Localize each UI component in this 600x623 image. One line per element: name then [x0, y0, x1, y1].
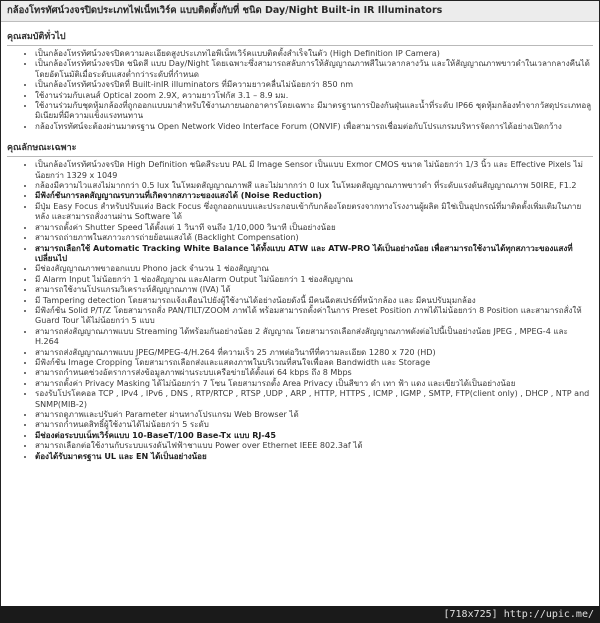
- spec-item: • สามารถกำหนดช่วงอัตราการส่งข้อมูลภาพผ่านระบบเครือข่ายได้ตั้งแต่ 64 kbps ถึง 8 Mbps: [35, 368, 593, 378]
- spec-item: • มีช่องต่อระบบเน็ทเวิร์คแบบ 10-BaseT/100 Base-Tx แบบ RJ-45: [35, 431, 593, 441]
- spec-item: • สามารถกำหนดสิทธิ์ผู้ใช้งานได้ไม่น้อยกว่า 5 ระดับ: [35, 420, 593, 430]
- spec-item: • เป็นกล้องโทรทัศน์วงจรปิด High Definition ชนิดสีระบบ PAL มี Image Sensor เป็นแบบ Exmor CMOS ขนาด ไม่น้อยกว่า 1/3 นิ้ว และ Effective Pixels ไม่น้อยกว่า 1329 x 1049: [35, 160, 593, 181]
- spec-item: • มี Tampering detection โดยสามารถแจ้งเตือนไปยังผู้ใช้งานได้อย่างน้อยดังนี้ มีคนฉีดสเปรย์ที่หน้ากล้อง และ มีคนปรับมุมกล้อง: [35, 296, 593, 306]
- spec-item: • สามารถถ่ายภาพในสภาวะการถ่ายย้อนแสงได้ (Backlight Compensation): [35, 233, 593, 243]
- spec-item: • รองรับโปรโตคอล TCP , IPv4 , IPv6 , DNS , RTP/RTCP , RTSP ,UDP , ARP , HTTP, HTTPS , ICMP , IGMP , SMTP, FTP(client only) , DHCP , NTP and SNMP(MIB-2): [35, 389, 593, 410]
- section-heading-specs: คุณลักษณะเฉพาะ: [7, 140, 593, 157]
- general-features-list: [7, 49, 593, 132]
- spec-item: • สามารถตั้งค่า Privacy Masking ได้ไม่น้อยกว่า 7 โซน โดยสามารถตั้ง Area Privacy เป็นสีขาว ดำ เทา ฟ้า แดง และเขียวได้เป็นอย่างน้อย: [35, 379, 593, 389]
- specifications-list: [7, 160, 593, 462]
- spec-item: • มีฟังก์ชันการลดสัญญาณรบกวนที่เกิดจากสภาวะของแสงได้ (Noise Reduction): [35, 191, 593, 201]
- general-feature-item: • ใช้งานร่วมกับเลนส์ Optical zoom 2.9X, ความยาวโฟกัส 3.1 – 8.9 มม.: [35, 91, 593, 101]
- spec-item: • ต้องได้รับมาตรฐาน UL และ EN ได้เป็นอย่างน้อย: [35, 452, 593, 462]
- section-heading-general: คุณสมบัติทั่วไป: [7, 29, 593, 46]
- document-title: กล้องโทรทัศน์วงจรปิดประเภทไฟเน็ทเวิร์ค แบบติดตั้งกับที่ ชนิด Day/Night Built-in IR Illuminators: [1, 1, 599, 22]
- document-content: [1, 29, 599, 462]
- general-feature-item: • ใช้งานร่วมกับชุดหุ้มกล้องที่ถูกออกแบบมาสำหรับใช้งานภายนอกอาคารโดยเฉพาะ มีมาตรฐานการป้องกันฝุ่นและน้ำที่ระดับ IP66 ชุดหุ้มกล้องทำจากวัสดุประเภทอลูมิเนียมที่มีความแข็งแรงทนทาน: [35, 101, 593, 122]
- spec-item: • สามารถเลือกต่อใช้งานกับระบบแรงดันไฟฟ้าชาแบบ Power over Ethernet IEEE 802.3af ได้: [35, 441, 593, 451]
- spec-item: • มีฟังก์ชัน Solid P/T/Z โดยสามารถสั่ง PAN/TILT/ZOOM ภาพได้ พร้อมสามารถตั้งค่าในการ Preset Position ภาพได้ไม่น้อยกว่า 8 Position และสามารถสั่งให้ Guard Tour ได้ไม่น้อยกว่า 5 แบบ: [35, 306, 593, 327]
- spec-item: • สามารถส่งสัญญาณภาพแบบ Streaming ได้พร้อมกันอย่างน้อย 2 สัญญาณ โดยสามารถเลือกส่งสัญญาณภาพดังต่อไปนี้เป็นอย่างน้อย JPEG , MPEG-4 และ H.264: [35, 327, 593, 348]
- general-feature-item: • กล้องโทรทัศน์จะต้องผ่านมาตรฐาน Open Network Video Interface Forum (ONVIF) เพื่อสามารถเชื่อมต่อกับโปรแกรมบริหารจัดการได้อย่างเปิดกว้าง: [35, 122, 593, 132]
- general-feature-item: • เป็นกล้องโทรทัศน์วงจรปิดความละเอียดสูงประเภทไอพีเน็ทเวิร์คแบบติดตั้งสำเร็จในตัว (High Definition IP Camera): [35, 49, 593, 59]
- image-size-footer: [718x725] http://upic.me/: [0, 606, 600, 623]
- spec-item: • สามารถตั้งค่า Shutter Speed ได้ตั้งแต่ 1 วินาที จนถึง 1/10,000 วินาที เป็นอย่างน้อย: [35, 223, 593, 233]
- spec-item: • กล้องมีความไวแสงไม่มากกว่า 0.5 lux ในโหมดสัญญาณภาพสี และไม่มากกว่า 0 lux ในโหมดสัญญาณภาพขาวดำ ที่ระดับแรงดันสัญญาณภาพ 50IRE, F1.2: [35, 181, 593, 191]
- spec-item: • สามารถใช้งานโปรแกรมวิเคราะห์สัญญาณภาพ (IVA) ได้: [35, 285, 593, 295]
- spec-item: • สามารถส่งสัญญาณภาพแบบ JPEG/MPEG-4/H.264 ที่ความเร็ว 25 ภาพต่อวินาทีที่ความละเอียด 1280 x 720 (HD): [35, 348, 593, 358]
- spec-item: • สามารถเลือกใช้ Automatic Tracking White Balance ได้ทั้งแบบ ATW และ ATW-PRO ได้เป็นอย่างน้อย เพื่อสามารถใช้งานได้ทุกสภาวะของแสงที่เปลี่ยนไป: [35, 244, 593, 265]
- spec-item: • มีช่องสัญญาณภาพขาออกแบบ Phono jack จำนวน 1 ช่องสัญญาณ: [35, 264, 593, 274]
- spec-item: • มีปุ่ม Easy Focus สำหรับปรับแต่ง Back Focus ซึ่งถูกออกแบบและประกอบเข้ากับกล้องโดยตรงจากทางโรงงานผู้ผลิต มิใช่เป็นอุปกรณ์ที่มาติดตั้งเพิ่มเติมในภายหลัง และสามารถสั่งงานผ่าน Software ได้: [35, 202, 593, 223]
- general-feature-item: • เป็นกล้องโทรทัศน์วงจรปิดที่ Built-inIR illuminators ที่มีความยาวคลื่นไม่น้อยกว่า 850 nm: [35, 80, 593, 90]
- spec-item: • มีฟังก์ชัน Image Cropping โดยสามารถเลือกส่งและแสดงภาพในบริเวณที่สนใจเพื่อลด Bandwidth และ Storage: [35, 358, 593, 368]
- general-feature-item: • เป็นกล้องโทรทัศน์วงจรปิด ชนิดสี แบบ Day/Night โดยเฉพาะซึ่งสามารถสลับการให้สัญญาณภาพสีในเวลากลางวัน และให้สัญญาณภาพขาวดำในเวลากลางคืนได้โดยอัตโนมัติเมื่อระดับแสงต่ำกว่าระดับที่กำหนด: [35, 59, 593, 80]
- spec-item: • มี Alarm Input ไม่น้อยกว่า 1 ช่องสัญญาณ และAlarm Output ไม่น้อยกว่า 1 ช่องสัญญาณ: [35, 275, 593, 285]
- spec-item: • สามารถดูภาพและปรับค่า Parameter ผ่านทางโปรแกรม Web Browser ได้: [35, 410, 593, 420]
